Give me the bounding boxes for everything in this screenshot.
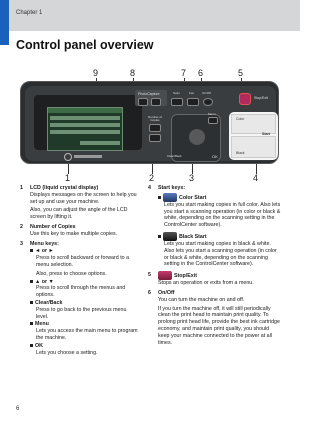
callout-3: 3: [189, 173, 195, 183]
item-2-number: 2: [20, 223, 23, 230]
stop-exit-button[interactable]: [239, 93, 251, 105]
sub-desc-menu: Lets you access the main menu to program the machine.: [36, 328, 138, 341]
menu-button[interactable]: [208, 117, 218, 124]
bullet-icon: [30, 249, 33, 252]
sub-desc-left-right-2: Also, press to choose options.: [36, 270, 107, 277]
black-start-button[interactable]: [231, 136, 276, 158]
menu-label: Menu: [208, 112, 216, 116]
lcd-frame: [34, 95, 142, 150]
item-3: [20, 241, 140, 357]
header-band: [0, 0, 300, 31]
sub-title-up-down: ▲ or ▼: [35, 278, 54, 285]
stop-exit-label: Stop/Exit: [254, 96, 269, 100]
item-2: [20, 224, 140, 238]
item-2-title: Number of Copies: [30, 223, 76, 230]
scan-label: Scan: [173, 91, 180, 95]
item-1-desc-2: Also, you can adjust the angle of the LCD screen by lifting it.: [30, 207, 128, 221]
callout-1: 1: [65, 173, 71, 183]
stop-exit-key-icon: [158, 271, 172, 280]
item-6-desc-2: If you turn the machine off, it will still periodically clean the print head to maintain print quality. To prolong print head life, provide the best ink cartridge economy, and maintain print quality, you should keep your machine connected to the power at all times.: [158, 305, 280, 346]
bullet-icon: [158, 196, 161, 199]
bullet-icon: [30, 344, 33, 347]
control-panel-illustration: [20, 81, 279, 164]
callout-2: 2: [149, 173, 155, 183]
callout-7: 7: [181, 68, 187, 78]
fax-mode-button[interactable]: [171, 98, 183, 106]
callout-9: 9: [93, 68, 99, 78]
item-6-desc-1: You can turn the machine on and off.: [158, 296, 245, 303]
item-6: [148, 290, 282, 346]
black-start-entry: [148, 232, 282, 268]
callout-6: 6: [198, 68, 204, 78]
sub-title-left-right: ◄ or ►: [35, 248, 54, 255]
brother-logo: [64, 153, 104, 161]
item-3-title: Menu keys:: [30, 240, 59, 247]
sub-desc-up-down: Press to scroll through the menus and options.: [36, 285, 126, 299]
black-start-key-icon: [163, 232, 177, 241]
item-3-number: 3: [20, 240, 23, 247]
black-label: Black: [236, 151, 245, 155]
black-start-title: Black Start: [179, 233, 207, 240]
color-start-key-icon: [163, 193, 177, 202]
sub-title-menu: Menu: [35, 321, 49, 328]
menu-key-ok: [20, 343, 140, 357]
callout-4: 4: [253, 173, 259, 183]
clear-back-label: Clear/Back: [167, 154, 182, 158]
item-5-title: Stop/Exit: [174, 273, 197, 280]
color-start-title: Color Start: [179, 194, 207, 201]
bullet-icon: [30, 301, 33, 304]
color-start-entry: [148, 193, 282, 229]
scan-mode-button[interactable]: [151, 98, 161, 106]
item-5-number: 5: [148, 272, 151, 279]
start-keys-area: [229, 112, 278, 160]
menu-key-up-down: [20, 279, 140, 299]
photo-capture-button[interactable]: [138, 98, 148, 106]
copies-minus-button[interactable]: [149, 134, 161, 142]
menu-key-left-right: [20, 248, 140, 277]
photo-capture-label: PhotoCapture: [138, 92, 160, 96]
sub-title-ok: OK: [35, 342, 43, 349]
black-start-desc: Lets you start making copies in black & white. Also lets you start a scanning operation (in color or black & white, depending on the scanning setting in the ControlCenter software).: [164, 240, 277, 268]
callout-8: 8: [130, 68, 136, 78]
ink-button[interactable]: [187, 98, 199, 106]
on-off-label: On/Off: [202, 91, 211, 95]
number-of-copies-label: Number of Copies: [147, 115, 162, 122]
ok-label: OK: [212, 154, 218, 159]
item-5: [148, 271, 282, 287]
item-1-number: 1: [20, 185, 23, 191]
callout-5: 5: [238, 68, 244, 78]
item-6-number: 6: [148, 289, 151, 296]
chapter-tab: [0, 0, 9, 45]
sub-title-clear-back: Clear/Back: [35, 299, 63, 306]
menu-key-menu: [20, 321, 140, 341]
color-start-button[interactable]: [231, 114, 276, 134]
page-number: 6: [16, 406, 20, 412]
item-2-desc: Use this key to make multiple copies.: [30, 230, 118, 237]
item-4: [148, 185, 282, 268]
item-5-title-row: [148, 271, 282, 280]
right-column: [148, 185, 282, 349]
menu-key-clear-back: [20, 300, 140, 320]
chapter-label: Chapter 1: [16, 10, 43, 16]
item-1-desc-1: Displays messages on the screen to help you set up and use your machine.: [30, 191, 137, 205]
sub-desc-clear-back: Press to go back to the previous menu level.: [36, 306, 127, 320]
color-start-desc: Lets you start making copies in full color. Also lets you start a scanning operation (in color or black & white, depending on the scanning setting in the ControlCenter software).: [164, 201, 281, 229]
page-title: Control panel overview: [16, 38, 154, 52]
on-off-button[interactable]: [203, 98, 213, 106]
start-label: Start: [262, 132, 270, 136]
fax-label: Fax: [189, 91, 195, 95]
bullet-icon: [30, 280, 33, 283]
number-of-copies-area: [143, 116, 167, 146]
nav-center: [189, 129, 205, 145]
panel-face: [25, 86, 276, 161]
color-label: Color: [236, 117, 245, 121]
left-column: [20, 185, 140, 359]
copies-plus-button[interactable]: [149, 124, 161, 132]
item-1: [20, 185, 140, 221]
item-4-title: Start keys:: [158, 185, 186, 191]
item-4-number: 4: [148, 185, 151, 191]
sub-desc-left-right-1: Press to scroll backward or forward to a menu selection.: [36, 255, 130, 268]
bullet-icon: [158, 235, 161, 238]
item-6-title: On/Off: [158, 289, 175, 296]
item-5-desc: Stops an operation or exits from a menu.: [158, 280, 254, 287]
bullet-icon: [30, 322, 33, 325]
lcd-screen: [47, 107, 123, 151]
sub-desc-ok: Lets you choose a setting.: [36, 349, 98, 356]
item-1-title: LCD (liquid crystal display): [30, 185, 99, 191]
